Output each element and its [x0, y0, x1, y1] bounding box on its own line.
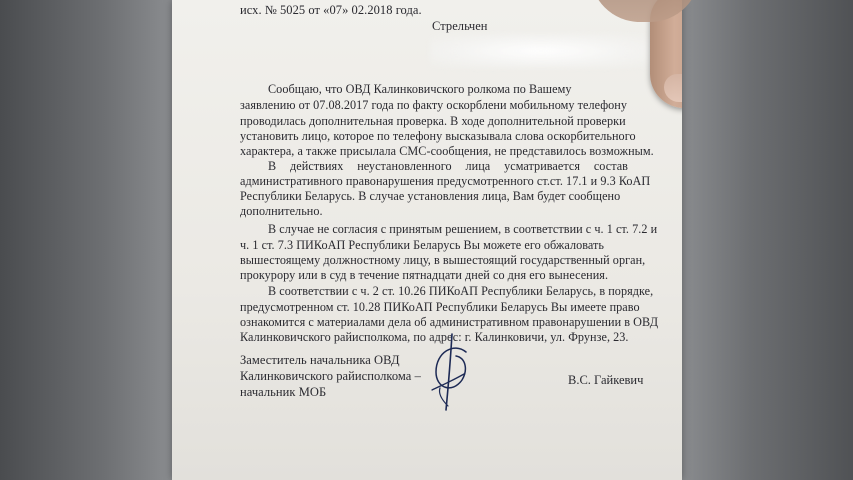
body-line: характера, а также присылала СМС-сообщения, не представилось возможным. [240, 144, 654, 158]
body-line: ч. 1 ст. 7.3 ПИКоАП Республики Беларусь Вы можете его обжаловать [240, 238, 604, 252]
body-line: В случае не согласия с принятым решением, в соответствии с ч. 1 ст. 7.2 и [268, 222, 658, 236]
body-line: дополнительно. [240, 204, 323, 218]
body-line: предусмотренном ст. 10.28 ПИКоАП Республики Беларусь Вы имеете право [240, 300, 640, 314]
body-line: проводилась дополнительная проверка. В ходе дополнительной проверки [240, 114, 626, 128]
body-line: заявлению от 07.08.2017 года по факту оскорблени мобильному телефону [240, 98, 627, 112]
body-line: установить лицо, которое по телефону высказывала слова оскорбительного [240, 129, 636, 143]
signatory-position-line: начальник МОБ [240, 385, 327, 399]
signatory-name: В.С. Гайкевич [568, 373, 644, 387]
body-line: прокурору или в суд в течение пятнадцати дней со дня его вынесения. [240, 268, 609, 282]
outgoing-reference: исх. № 5025 от «07» 02.2018 года. [240, 3, 422, 17]
signatory-position-line: Заместитель начальника ОВД [240, 353, 400, 367]
body-line: Сообщаю, что ОВД Калинковичского ролкома по Вашему [268, 82, 572, 96]
body-line: В соответствии с ч. 2 ст. 10.26 ПИКоАП Республики Беларусь, в порядке, [268, 284, 654, 298]
body-line: В действиях неустановленного лица усматривается состав [268, 159, 628, 173]
body-line: Калинковичского райисполкома, по адрес: г. Калинковичи, ул. Фрунзе, 23. [240, 330, 629, 344]
letter-page [172, 0, 682, 480]
body-line: ознакомится с материалами дела об административном правонарушении в ОВД [240, 315, 659, 329]
body-line: Республики Беларусь. В случае установления лица, Вам будет сообщено [240, 189, 621, 203]
redacted-area [430, 34, 652, 68]
right-background [668, 0, 853, 480]
body-line: вышестоящему должностному лицу, в вышестоящий государственный орган, [240, 253, 646, 267]
signatory-position-line: Калинковичского райисполкома – [240, 369, 421, 383]
handwritten-signature [422, 330, 482, 414]
left-background [0, 0, 172, 480]
addressee-name: Стрельчен [432, 19, 488, 33]
body-line: административного правонарушения предусмотренного ст.ст. 17.1 и 9.3 КоАП [240, 174, 651, 188]
